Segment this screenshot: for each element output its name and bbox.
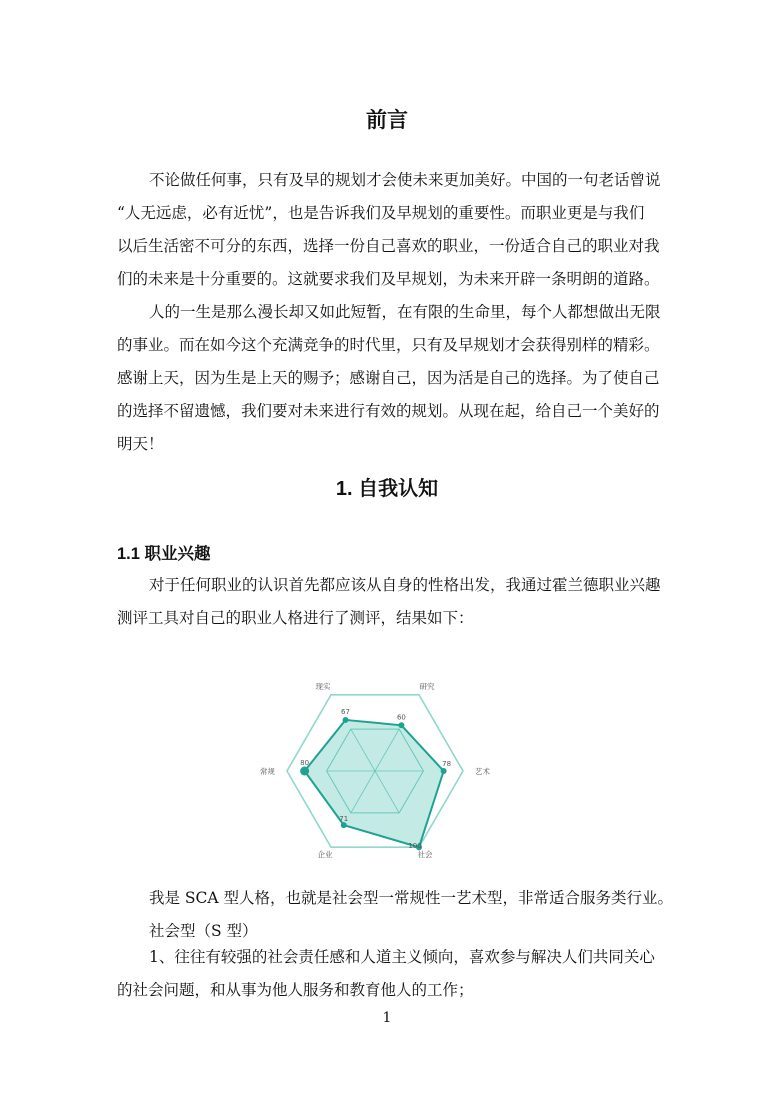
radar-category-label: 研究 [419,681,435,691]
section-heading: 1. 自我认知 [335,478,439,500]
radar-category-label: 社会 [417,850,433,860]
text-line: 的事业。而在如今这个充满竞争的时代里，只有及早规划才会获得别样的精彩。 [117,336,660,354]
radar-chart [230,668,540,870]
text-line: 对于任何职业的认识首先都应该从自身的性格出发，我通过霍兰德职业兴趣 [149,576,661,594]
text-line: 不论做任何事，只有及早的规划才会使未来更加美好。中国的一句老话曾说 [149,171,661,189]
text-line: 的选择不留遗憾，我们要对未来进行有效的规划。从现在起，给自己一个美好的 [117,402,660,420]
radar-value-label: 78 [442,760,452,768]
text-line: 明天！ [117,435,164,453]
text-line: 测评工具对自己的职业人格进行了测评，结果如下： [117,609,474,627]
radar-value-label: 67 [341,707,350,716]
page-title: 前言 [366,107,408,132]
result-text: 我是 SCA 型人格，也就是社会型一常规性一艺术型，非常适合服务类行业。 [149,889,674,907]
radar-point [343,717,349,723]
radar-category-label: 常规 [260,767,275,776]
text-line: 以后生活密不可分的东西，选择一份自己喜欢的职业，一份适合自己的职业对我 [117,237,660,255]
radar-value-label: 60 [396,713,406,722]
radar-point [398,722,404,728]
intro-paragraph [117,569,661,635]
radar-series-area [305,720,444,847]
text-line: 人的一生是那么漫长却又如此短暂，在有限的生命里，每个人都想做出无限 [149,303,661,321]
radar-value-label: 80 [300,759,310,767]
social-paragraph-1 [117,941,658,1007]
radar-value-label: 71 [339,815,349,824]
radar-point [300,767,309,776]
text-line: 感谢上天，因为生是上天的赐予；感谢自己，因为活是自己的选择。为了使自己 [117,369,660,387]
subsection-heading: 1.1 职业兴趣 [117,545,211,563]
radar-point [441,768,447,774]
preface-paragraph-2 [117,296,661,461]
text-line: 的社会问题，和从事为他人服务和教育他人的工作； [117,981,474,999]
text-line: 们的未来是十分重要的。这就要求我们及早规划，为未来开辟一条明朗的道路。 [117,270,660,288]
social-type-heading: 社会型（S 型） [149,922,258,940]
text-line: 1、往往有较强的社会责任感和人道主义倾向，喜欢参与解决人们共同关心 [149,948,655,966]
radar-category-label: 企业 [317,850,333,860]
text-line: “人无远虑，必有近忧”，也是告诉我们及早规划的重要性。而职业更是与我们 [117,204,645,222]
radar-category-label: 现实 [315,681,331,691]
radar-category-label: 艺术 [475,767,490,776]
page-number: 1 [382,1010,392,1026]
radar-value-label: 100 [408,842,422,851]
preface-paragraph-1 [117,164,661,296]
